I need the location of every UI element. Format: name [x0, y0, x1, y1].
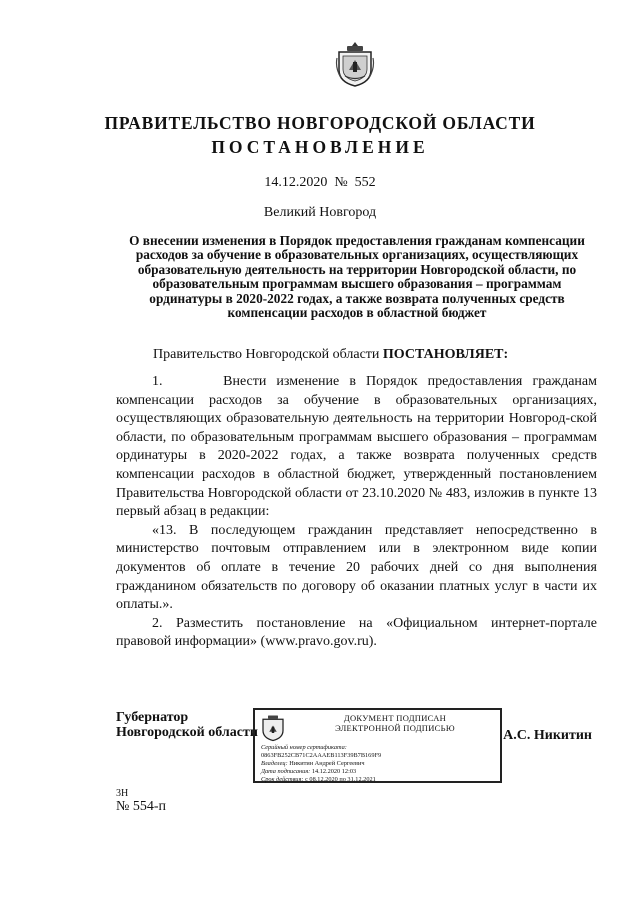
signature-block — [116, 708, 596, 788]
government-title: ПРАВИТЕЛЬСТВО НОВГОРОДСКОЙ ОБЛАСТИ — [104, 113, 536, 133]
signer-role — [116, 710, 258, 740]
electronic-signature-stamp — [253, 708, 502, 783]
registry-number: № 554-п — [116, 799, 167, 814]
signer-name: А.С. Никитин — [503, 728, 592, 743]
item-1-number: 1. — [152, 374, 163, 389]
stamp-title-line-1: ДОКУМЕНТ ПОДПИСАН — [343, 713, 447, 723]
signer-role-line-1: Губернатор — [116, 710, 189, 725]
intro-line — [153, 347, 508, 363]
signer-role-line-2: Новгородской области — [116, 725, 258, 740]
footer — [116, 788, 166, 815]
item-1 — [116, 373, 597, 522]
document-date: 14.12.2020 — [264, 175, 328, 190]
stamp-cert-value: 0863FB252CB71C2AAAEB113F39B7B169F9 — [261, 752, 382, 759]
stamp-cert-label: Серийный номер сертификата: — [261, 744, 347, 751]
intro-prefix: Правительство Новгородской области — [153, 347, 383, 362]
stamp-title-line-2: ЭЛЕКТРОННОЙ ПОДПИСЬЮ — [335, 723, 455, 733]
stamp-validity: Срок действия: с 08.12.2020 по 31.12.2021 — [261, 776, 376, 783]
item-1-text: Внести изменение в Порядок предоставления гражданам компенсации расходов за обучение в образовательных организациях, осуществляющих образовательную деятельность на территории Новгород-ской области, по образовательным программам высшего образования – программам ординатуры в 2020-2022 годах, а также возврата полученных средств компенсации расходов в областной бюджет, утвержденный постановлением Правительства Новгородской области от 23.10.2020 № 483, изложив в пункте 13 первый абзац в редакции: — [116, 374, 598, 520]
city: Великий Новгород — [263, 205, 377, 220]
document-type: ПОСТАНОВЛЕНИЕ — [211, 137, 429, 157]
stamp-owner: Владелец: Никитин Андрей Сергеевич — [261, 760, 365, 767]
footer-initials: 3Н — [116, 788, 129, 799]
document-number: 552 — [354, 175, 376, 190]
quoted-paragraph: «13. В последующем гражданин представляет непосредственно в министерство почтовым отправлением или в электронном виде копии документов об оплате в течение 20 рабочих дней со дня выполнения гражданином обязательств по договору об оказании платных услуг в части их оплаты.». — [116, 522, 597, 613]
coat-of-arms-icon — [260, 713, 286, 743]
stamp-details — [261, 744, 381, 784]
document-body — [116, 373, 597, 652]
item-2: 2. Разместить постановление на «Официальном интернет-портале правовой информации» (www.pravo.gov.ru). — [116, 615, 597, 650]
coat-of-arms-icon — [335, 40, 375, 88]
document-subject: О внесении изменения в Порядок предоставления гражданам компенсации расходов за обучение в образовательных организациях, осуществляющих образовательную деятельность на территории Новгородской области, по образовательным программам высшего образования – программам ординатуры в 2020-2022 годах, а также возврата полученных средств компенсации расходов в областной бюджет — [129, 233, 585, 321]
number-sign: № — [334, 175, 348, 190]
stamp-signed-date: Дата подписания: 14.12.2020 12:03 — [261, 768, 357, 775]
stamp-title — [295, 713, 495, 733]
document-date-number — [0, 175, 640, 191]
decree-word: ПОСТАНОВЛЯЕТ: — [382, 347, 509, 362]
